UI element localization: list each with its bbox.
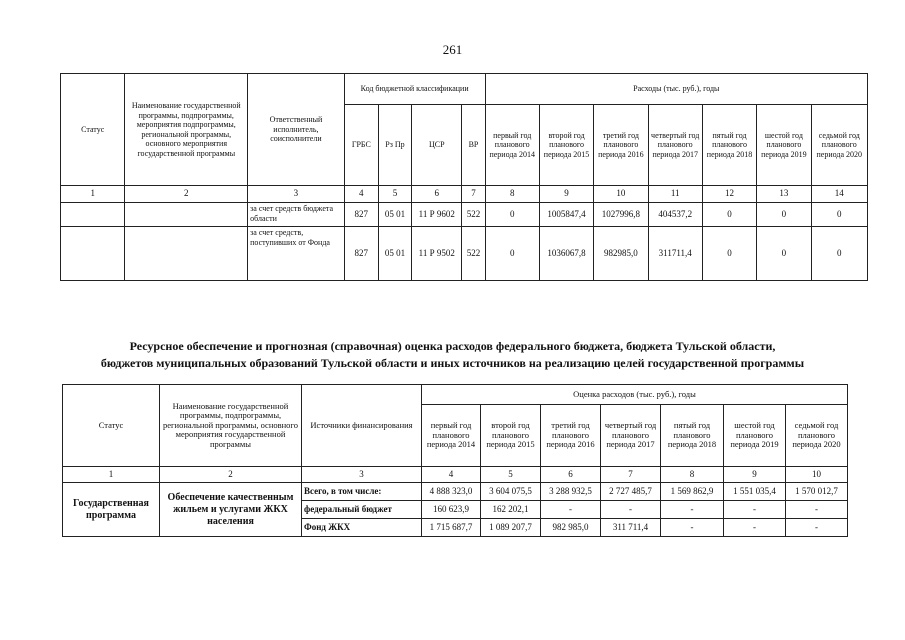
value-cell: 311711,4 — [648, 227, 702, 281]
heading-line: Ресурсное обеспечение и прогнозная (справочная) оценка расходов федерального бюджета, бюджета Тульской области, — [129, 339, 776, 353]
index-cell: 4 — [422, 467, 481, 483]
csr-cell: 11 Р 9602 — [412, 203, 462, 227]
header-year: седьмой год планового периода 2020 — [811, 105, 867, 186]
header-program-name: Наименование государственной программы, подпрограммы, мероприятия подпрограммы, региональной программы, основного мероприятия государственной программы — [125, 74, 248, 186]
status-cell: Государственная программа — [63, 483, 160, 537]
index-cell: 1 — [61, 186, 125, 203]
value-cell: 1 570 012,7 — [786, 483, 848, 501]
header-vr: ВР — [462, 105, 485, 186]
index-cell: 2 — [160, 467, 302, 483]
value-cell: - — [786, 519, 848, 537]
index-cell: 3 — [302, 467, 422, 483]
index-cell: 10 — [594, 186, 648, 203]
vr-cell: 522 — [462, 203, 485, 227]
header-year: седьмой год планового периода 2020 — [786, 405, 848, 467]
value-cell: 0 — [485, 227, 539, 281]
header-year: пятый год планового периода 2018 — [661, 405, 724, 467]
name-cell — [125, 227, 248, 281]
program-name-cell: Обеспечение качественным жильем и услугами ЖКХ населения — [160, 483, 302, 537]
value-cell: 0 — [702, 203, 756, 227]
index-cell: 7 — [462, 186, 485, 203]
header-year: пятый год планового периода 2018 — [702, 105, 756, 186]
source-cell: Фонд ЖКХ — [302, 519, 422, 537]
status-cell — [61, 203, 125, 227]
index-cell: 12 — [702, 186, 756, 203]
index-cell: 11 — [648, 186, 702, 203]
value-cell: 4 888 323,0 — [422, 483, 481, 501]
header-budget-code: Код бюджетной классификации — [344, 74, 485, 105]
table-row — [63, 483, 848, 501]
heading-line: бюджетов муниципальных образований Тульской области и иных источников на реализацию целей государственной программы — [100, 356, 805, 370]
name-cell — [125, 203, 248, 227]
value-cell: 160 623,9 — [422, 501, 481, 519]
index-cell: 3 — [248, 186, 345, 203]
index-cell: 9 — [724, 467, 786, 483]
status-cell — [61, 227, 125, 281]
value-cell: - — [786, 501, 848, 519]
source-cell: Всего, в том числе: — [302, 483, 422, 501]
csr-cell: 11 Р 9502 — [412, 227, 462, 281]
value-cell: 1 551 035,4 — [724, 483, 786, 501]
value-cell: 3 288 932,5 — [541, 483, 601, 501]
value-cell: - — [601, 501, 661, 519]
header-grbs: ГРБС — [344, 105, 378, 186]
grbs-cell: 827 — [344, 203, 378, 227]
value-cell: 162 202,1 — [481, 501, 541, 519]
value-cell: - — [724, 501, 786, 519]
index-cell: 7 — [601, 467, 661, 483]
index-cell: 5 — [481, 467, 541, 483]
grbs-cell: 827 — [344, 227, 378, 281]
index-cell: 10 — [786, 467, 848, 483]
header-year: второй год планового периода 2015 — [481, 405, 541, 467]
executor-cell: за счет средств, поступивших от Фонда — [248, 227, 345, 281]
header-program-name: Наименование государственной программы, подпрограммы, региональной программы, основного мероприятия государственной программы — [160, 385, 302, 467]
value-cell: 0 — [811, 227, 867, 281]
index-cell: 5 — [378, 186, 411, 203]
value-cell: 3 604 075,5 — [481, 483, 541, 501]
header-rzpr: Рз Пр — [378, 105, 411, 186]
value-cell: - — [724, 519, 786, 537]
value-cell: 2 727 485,7 — [601, 483, 661, 501]
index-cell: 6 — [541, 467, 601, 483]
value-cell: 404537,2 — [648, 203, 702, 227]
header-sources: Источники финансирования — [302, 385, 422, 467]
header-year: шестой год планового периода 2019 — [724, 405, 786, 467]
resource-estimate-table — [62, 384, 848, 537]
executor-cell: за счет средств бюджета области — [248, 203, 345, 227]
index-cell: 13 — [757, 186, 811, 203]
table-row — [61, 203, 868, 227]
column-index-row — [61, 186, 868, 203]
value-cell: 0 — [757, 203, 811, 227]
index-cell: 6 — [412, 186, 462, 203]
index-cell: 2 — [125, 186, 248, 203]
column-index-row — [63, 467, 848, 483]
header-year: второй год планового периода 2015 — [539, 105, 593, 186]
value-cell: 1 715 687,7 — [422, 519, 481, 537]
section-heading — [0, 338, 905, 372]
header-year: третий год планового периода 2016 — [541, 405, 601, 467]
index-cell: 8 — [661, 467, 724, 483]
header-year: третий год планового периода 2016 — [594, 105, 648, 186]
rzpr-cell: 05 01 — [378, 203, 411, 227]
expenses-table — [60, 73, 868, 281]
header-executor: Ответственный исполнитель, соисполнители — [248, 74, 345, 186]
header-status: Статус — [61, 74, 125, 186]
header-expenses: Расходы (тыс. руб.), годы — [485, 74, 867, 105]
header-csr: ЦСР — [412, 105, 462, 186]
source-cell: федеральный бюджет — [302, 501, 422, 519]
page-number: 261 — [442, 42, 463, 57]
value-cell: 1 089 207,7 — [481, 519, 541, 537]
header-estimate: Оценка расходов (тыс. руб.), годы — [422, 385, 848, 405]
value-cell: 1036067,8 — [539, 227, 593, 281]
value-cell: 982985,0 — [594, 227, 648, 281]
rzpr-cell: 05 01 — [378, 227, 411, 281]
value-cell: 0 — [702, 227, 756, 281]
index-cell: 9 — [539, 186, 593, 203]
value-cell: 311 711,4 — [601, 519, 661, 537]
index-cell: 4 — [344, 186, 378, 203]
index-cell: 14 — [811, 186, 867, 203]
value-cell: 1005847,4 — [539, 203, 593, 227]
value-cell: 0 — [485, 203, 539, 227]
vr-cell: 522 — [462, 227, 485, 281]
index-cell: 1 — [63, 467, 160, 483]
value-cell: 0 — [757, 227, 811, 281]
header-year: четвертый год планового периода 2017 — [601, 405, 661, 467]
value-cell: 0 — [811, 203, 867, 227]
header-year: четвертый год планового периода 2017 — [648, 105, 702, 186]
table-row — [61, 227, 868, 281]
header-year: первый год планового периода 2014 — [485, 105, 539, 186]
index-cell: 8 — [485, 186, 539, 203]
value-cell: 1027996,8 — [594, 203, 648, 227]
value-cell: 1 569 862,9 — [661, 483, 724, 501]
header-year: шестой год планового периода 2019 — [757, 105, 811, 186]
header-year: первый год планового периода 2014 — [422, 405, 481, 467]
header-status: Статус — [63, 385, 160, 467]
value-cell: - — [661, 501, 724, 519]
value-cell: 982 985,0 — [541, 519, 601, 537]
value-cell: - — [541, 501, 601, 519]
value-cell: - — [661, 519, 724, 537]
